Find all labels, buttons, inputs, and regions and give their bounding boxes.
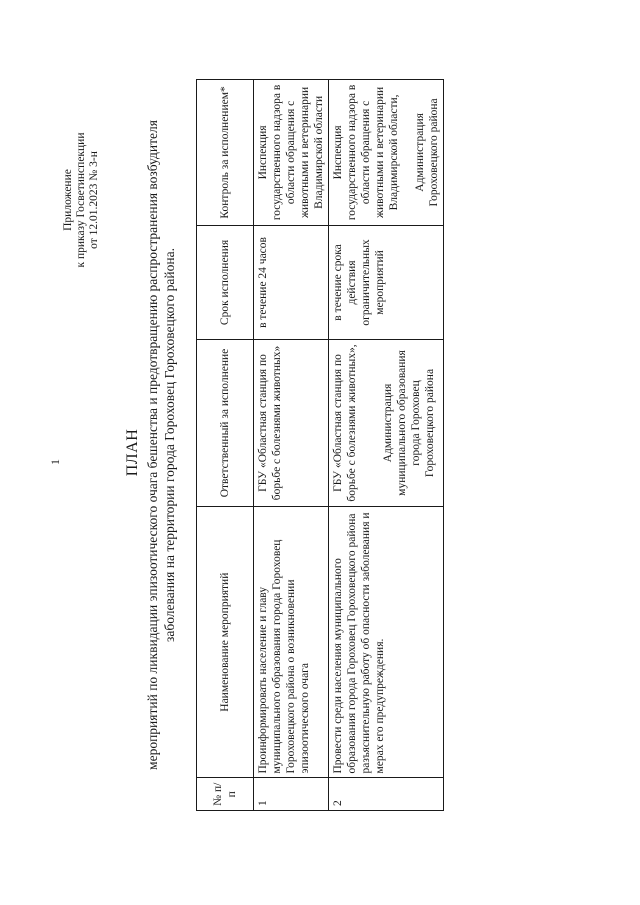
row-2-responsible-part-2: Администрация муниципального образования города Гороховец Гороховецкого района	[382, 350, 436, 496]
table-header-row	[197, 80, 254, 811]
appendix-block	[62, 80, 101, 320]
table-row	[254, 80, 329, 811]
plan-subtitle	[144, 65, 178, 825]
row-2-control-part-2: Администрация Гороховецкого района	[414, 98, 440, 207]
row-2-responsible-part-1: ГБУ «Областная станция по борьбе с болезнями животных»,	[332, 344, 358, 502]
appendix-line-1: Приложение	[62, 169, 74, 231]
subtitle-line-1: мероприятий по ликвидации эпизоотического очага бешенства и предотвращению распространения возбудителя	[145, 120, 160, 770]
row-2-name: Провести среди населения муниципального образования города Гороховец Гороховецкого района разъяснительную работу об опасности заболевания и мерах его предупреждения.	[329, 506, 444, 778]
header-term: Срок исполнения	[197, 225, 254, 339]
header-num: № п/п	[197, 778, 254, 811]
header-control: Контроль за исполнением*	[197, 80, 254, 226]
table-row	[329, 80, 444, 811]
plan-title: ПЛАН	[124, 428, 141, 477]
row-1-name: Проинформировать население и главу муниципального образования города Гороховец Гороховецкого района о возникновении эпизоотического очага	[254, 506, 329, 778]
header-responsible: Ответственный за исполнение	[197, 340, 254, 507]
page-number: 1	[48, 459, 62, 465]
row-2-term: в течение срока действия ограничительных мероприятий	[329, 225, 444, 339]
row-1-responsible: ГБУ «Областная станция по борьбе с болезнями животных»	[254, 340, 329, 507]
plan-table	[196, 79, 444, 811]
row-1-num: 1	[254, 778, 329, 811]
header-name: Наименование мероприятий	[197, 506, 254, 778]
appendix-line-2: к приказу Госветинспекции	[75, 132, 87, 268]
row-1-control: Инспекция государственного надзора в области обращения с животными и ветеринарии Владимирской области	[254, 80, 329, 226]
row-2-control-part-1: Инспекция государственного надзора в области обращения с животными и ветеринарии Владимирской области,	[332, 84, 400, 221]
row-2-responsible	[329, 340, 444, 507]
row-1-term: в течение 24 часов	[254, 225, 329, 339]
subtitle-line-2: заболевания на территории города Гороховец Гороховецкого района.	[162, 248, 177, 642]
row-2-control	[329, 80, 444, 226]
row-2-num: 2	[329, 778, 444, 811]
appendix-line-3: от 12.01.2023 № 3-н	[88, 151, 100, 249]
